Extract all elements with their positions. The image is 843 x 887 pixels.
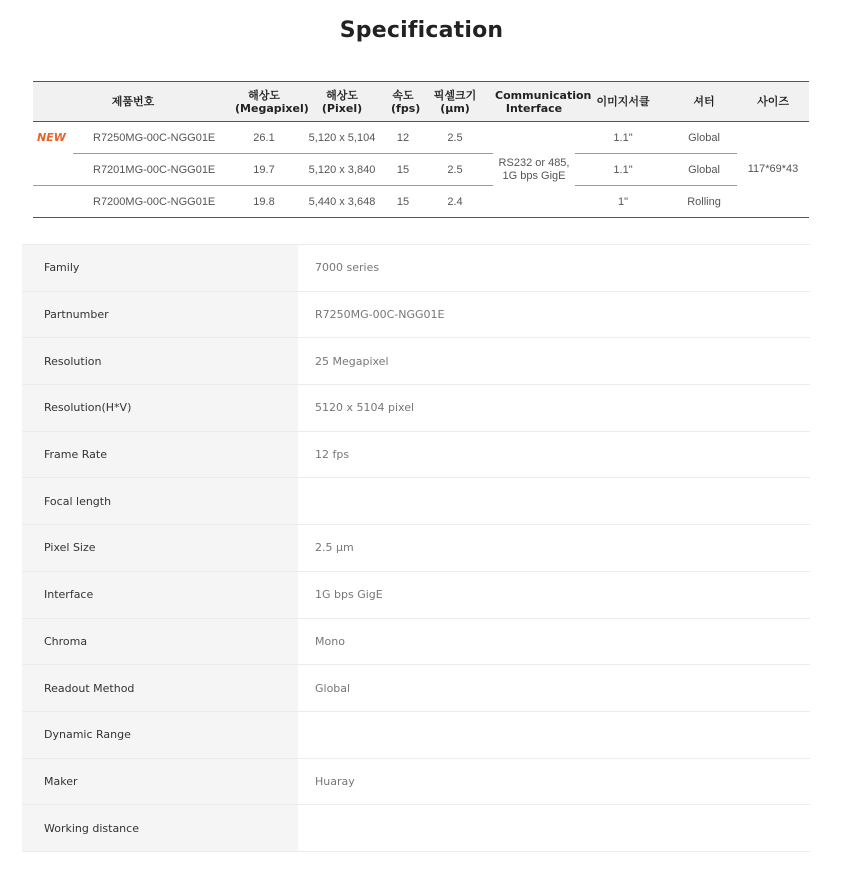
- header-size: 사이즈: [737, 82, 809, 122]
- cell-shutter: Global: [671, 154, 737, 186]
- cell-megapixel: 19.8: [233, 186, 295, 218]
- cell-megapixel: 26.1: [233, 122, 295, 154]
- spec-list: [22, 244, 810, 852]
- spec-value: 2.5 µm: [315, 541, 354, 555]
- spec-row-family: [22, 245, 810, 292]
- cell-megapixel: 19.7: [233, 154, 295, 186]
- cell-interface: RS232 or 485, 1G bps GigE: [493, 122, 575, 218]
- cell-pixel-size: 2.4: [417, 186, 493, 218]
- spec-label: Pixel Size: [22, 525, 298, 571]
- spec-row-working-distance: [22, 805, 810, 852]
- spec-value: Huaray: [315, 774, 355, 788]
- cell-pixel: 5,120 x 3,840: [295, 154, 389, 186]
- header-shutter: 셔터: [671, 82, 737, 122]
- page-title: Specification: [339, 18, 504, 43]
- spec-label: Chroma: [22, 619, 298, 665]
- cell-fps: 15: [389, 154, 417, 186]
- spec-row-resolution-hv: [22, 385, 810, 432]
- spec-row-readout-method: [22, 665, 810, 712]
- spec-label: Frame Rate: [22, 432, 298, 478]
- spec-row-interface: [22, 572, 810, 619]
- spec-value: 1G bps GigE: [315, 588, 383, 602]
- cell-pixel-size: 2.5: [417, 122, 493, 154]
- spec-value: [298, 712, 810, 758]
- spec-label: Working distance: [22, 805, 298, 851]
- spec-value: R7250MG-00C-NGG01E: [315, 308, 445, 322]
- spec-value: Mono: [315, 634, 345, 648]
- cell-image-circle: 1": [575, 186, 671, 218]
- spec-label: Family: [22, 245, 298, 291]
- cell-model[interactable]: R7250MG-00C-NGG01E: [73, 122, 233, 154]
- header-model: 제품번호: [33, 82, 233, 122]
- spec-value: [298, 478, 810, 524]
- spec-value: Global: [315, 681, 351, 695]
- spec-row-resolution: [22, 338, 810, 385]
- spec-value: 25 Megapixel: [315, 354, 389, 368]
- cell-pixel-size: 2.5: [417, 154, 493, 186]
- spec-row-maker: [22, 759, 810, 806]
- spec-label: Resolution: [22, 338, 298, 384]
- cell-pixel: 5,120 x 5,104: [295, 122, 389, 154]
- cell-image-circle: 1.1": [575, 154, 671, 186]
- spec-value: 12 fps: [315, 448, 350, 462]
- new-badge: NEW: [37, 131, 66, 145]
- spec-row-frame-rate: [22, 432, 810, 479]
- cell-image-circle: 1.1": [575, 122, 671, 154]
- spec-label: Readout Method: [22, 665, 298, 711]
- new-badge-cell: [33, 154, 73, 186]
- spec-label: Focal length: [22, 478, 298, 524]
- cell-shutter: Global: [671, 122, 737, 154]
- spec-value: 5120 x 5104 pixel: [315, 401, 415, 415]
- spec-value: 7000 series: [315, 261, 380, 275]
- spec-value: [298, 805, 810, 851]
- spec-row-pixel-size: [22, 525, 810, 572]
- cell-pixel: 5,440 x 3,648: [295, 186, 389, 218]
- spec-row-partnumber: [22, 292, 810, 339]
- spec-label: Dynamic Range: [22, 712, 298, 758]
- spec-label: Partnumber: [22, 292, 298, 338]
- header-pixel-size: 픽셀크기 (µm): [417, 82, 493, 122]
- spec-row-chroma: [22, 619, 810, 666]
- table-row[interactable]: [33, 186, 809, 218]
- header-megapixel: 해상도 (Megapixel): [233, 82, 295, 122]
- cell-size: 117*69*43: [737, 122, 809, 218]
- cell-model[interactable]: R7200MG-00C-NGG01E: [73, 186, 233, 218]
- product-comparison-table: [33, 81, 809, 218]
- cell-model[interactable]: R7201MG-00C-NGG01E: [73, 154, 233, 186]
- cell-fps: 12: [389, 122, 417, 154]
- table-header-row: [33, 82, 809, 122]
- spec-row-dynamic-range: [22, 712, 810, 759]
- cell-fps: 15: [389, 186, 417, 218]
- header-pixel: 해상도 (Pixel): [295, 82, 389, 122]
- header-communication: Communication Interface: [493, 82, 575, 122]
- new-badge-cell: [33, 122, 73, 154]
- cell-shutter: Rolling: [671, 186, 737, 218]
- spec-row-focal-length: [22, 478, 810, 525]
- spec-label: Maker: [22, 759, 298, 805]
- table-row[interactable]: [33, 154, 809, 186]
- spec-label: Resolution(H*V): [22, 385, 298, 431]
- table-row[interactable]: [33, 122, 809, 154]
- header-speed: 속도 (fps): [389, 82, 417, 122]
- header-image-circle: 이미지서클: [575, 82, 671, 122]
- new-badge-cell: [33, 186, 73, 218]
- spec-label: Interface: [22, 572, 298, 618]
